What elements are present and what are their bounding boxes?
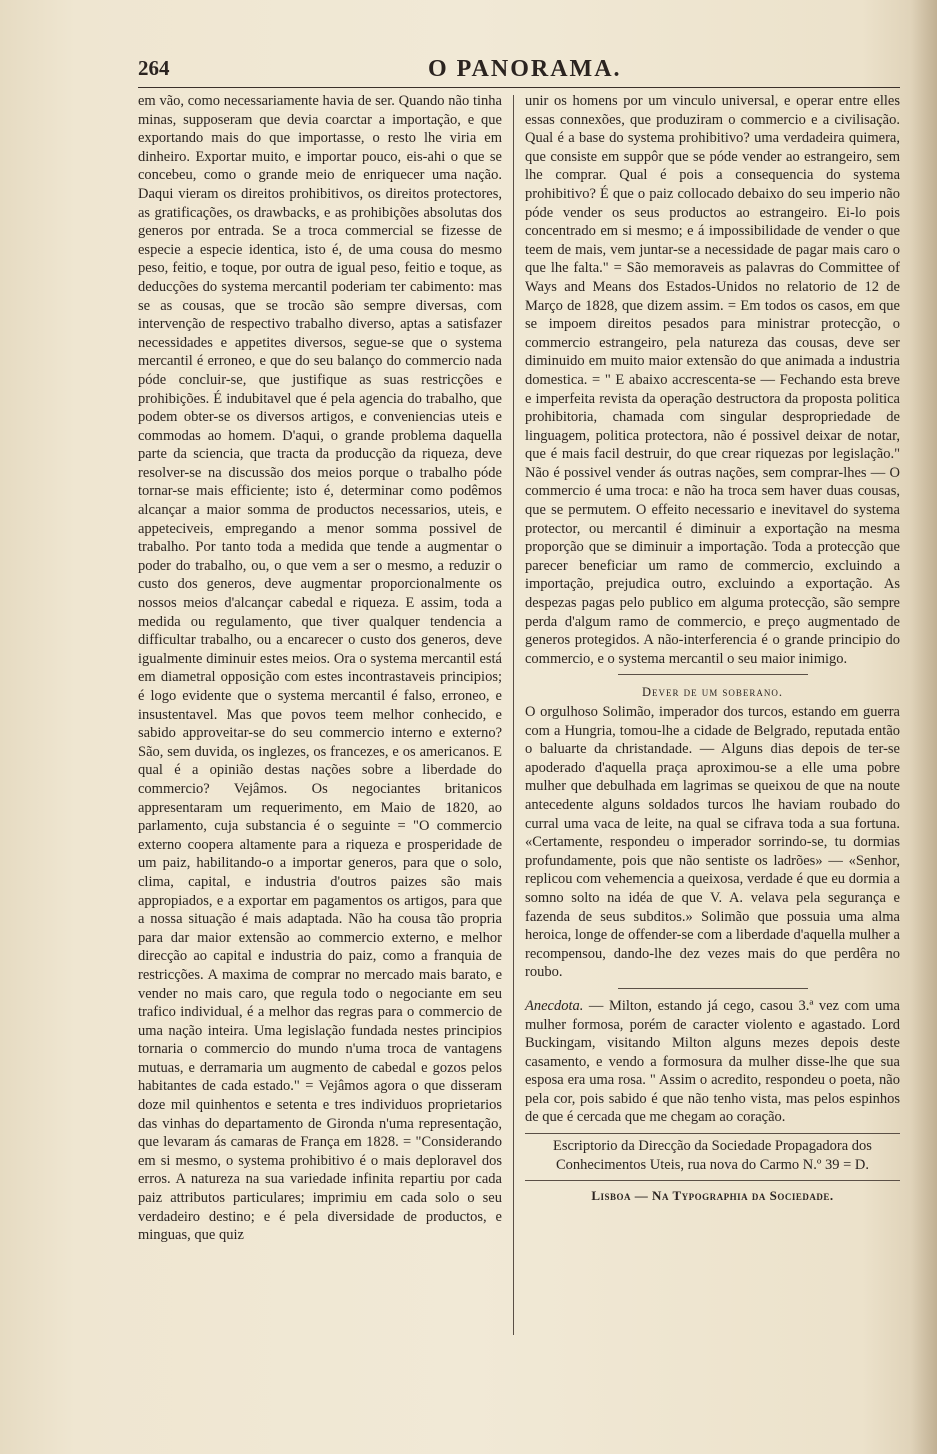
running-title: O PANORAMA. <box>428 56 622 82</box>
colophon: Escriptorio da Direcção da Sociedade Propagadora dos Conhecimentos Uteis, rua nova do Carmo N.º 39 = D. <box>525 1133 900 1174</box>
page-spine-shadow <box>911 0 937 1454</box>
page-header <box>138 56 900 90</box>
left-column <box>138 92 502 1245</box>
section-title: Dever de um soberano. <box>641 685 784 700</box>
anecdote-paragraph <box>525 997 900 1127</box>
page-number: 264 <box>138 56 170 80</box>
right-column-text: unir os homens por um vinculo universal, e operar entre elles essas connexões, que produziram o commercio e a civilisação. Qual é a base do systema prohibitivo? uma verdadeira quimera, que consiste em suppôr que se póde vender ao estrangeiro, sem lhe comprar. Qual é pois a consequencia do systema prohibitivo? É que o paiz collocado debaixo do seu imperio não póde vender os seus productos ao estrangeiro. Ei-lo pois concentrado em si mesmo; e á impossibilidade de vender o que teem de mais, vem juntar-se a necessidade de pagar mais caro o que lhe falta." = São memoraveis as palavras do Committee of Ways and Means dos Estados-Unidos no relatorio de 12 de Março de 1828, que dizem assim. = Em todos os casos, em que se impoem direitos pesados para ministrar protecção, o commercio estrangeiro, pela natureza das cousas, deve ser diminuido em muito maior extensão do que animada a industria domestica. = " E abaixo accrescenta-se — Fechando esta breve e imperfeita revista da operação destructora da proposta politica prohibitoria, chamada com singular despropriedade de linguagem, politica protectora, não é possivel deixar de notar, que é mais facil destruir, do que crear riquezas por legislação." Não é possivel vender ás outras nações, sem comprar-lhes — O commercio é uma troca: e não ha troca sem haver duas cousas, que se permutem. O effeito necessario e inevitavel do systema protector, ou mercantil é diminuir a exportação na mesma proporção que se diminuir a importação. Toda a protecção que parecer beneficiar um ramo de commercio, excluindo a importação, prejudica outro, excluindo a exportação. As despezas pagas pelo publico em alguma protecção, são sempre perda d'algum ramo de commercio, e preço augmentado de generos protegidos. A não-interferencia é o grande principio do commercio, e o systema mercantil o seu maior inimigo. <box>525 93 900 667</box>
header-rule <box>138 87 900 88</box>
left-column-text: em vão, como necessariamente havia de ser. Quando não tinha minas, supposeram que devia coarctar a importação, e que exportando mais do que importasse, o resto lhe viria em dinheiro. Exportar muito, e importar pouco, eis-ahi o que se concebeu, como o grande meio de enriquecer uma nação. Daqui vieram os direitos prohibitivos, os direitos protectores, as gratificações, os drawbacks, e as prohibições absolutas dos generos por entrada. Se a troca commercial se fizesse de especie a especie identica, isto é, de uma cousa do mesmo peso, feitio, e toque, por outra de igual peso, feitio e toque, as deducções do systema mercantil poderiam ter cabimento: mas se as cousas, que se trocão são sempre diversas, com intervenção de respectivo trabalho diverso, aptas a satisfazer necessidades e appetites diversos, segue-se que o systema mercantil é erroneo, e que do seu balanço do commercio nada póde concluir-se, que justifique as suas restricções e prohibições. É indubitavel que é pela agencia do trabalho, que podem obter-se os diversos artigos, e conveniencias uteis e commodas ao homem. D'aqui, o grande problema daquella parte da sciencia, que tracta da producção da riqueza, deve resolver-se na discussão dos meios porque o trabalho póde tornar-se mais efficiente; isto é, determinar como podêmos alcançar a maior somma de productos necessarios, uteis, e appeteciveis, empregando a menor somma possivel de trabalho. Por tanto toda a medida que tende a augmentar o poder do trabalho, ou, o que vem a ser o mesmo, a reduzir o custo dos generos, deve augmentar proporcionalmente os nossos meios d'alcançar cabedal e riqueza. E assim, toda a medida ou regulamento, que tiver qualquer tendencia a difficultar trabalho, ou a encarecer o custo dos generos, deve igualmente diminuir estes meios. Ora o systema mercantil está em diametral opposição com estes incontrastaveis principios; é logo evidente que o systema mercantil é falso, erroneo, e insustentavel. Mas que povos teem melhor conhecido, e sabido approveitar-se do seu commercio interno e externo? São, sem duvida, os inglezes, os francezes, e os americanos. E qual é a opinião destas nações sobre a liberdade do commercio? Vejâmos. Os negociantes britanicos appresentaram um requerimento, em Maio de 1820, ao parlamento, cuja substancia é o seguinte = "O commercio externo coopera altamente para a riqueza e prosperidade de um paiz, habilitando-o a importar generos, para que o solo, clima, capital, e industria d'outros paizes são mais appropiados, e a exportar em pagamentos os artigos, para que a nossa situação é mais adaptada. Não ha cousa tão propria para dar maior extensão ao commercio externo, e melhor direcção ao capital e industria do paiz, como a franquia de restricções. A maxima de comprar no mercado mais barato, e vender no mais caro, que regula todo o negociante em seu trafico individual, é a melhor das regras para o commercio de uma nação inteira. Uma legislação fundada nestes principios tornaria o commercio do mundo n'uma troca de vantagens mutuas, e derramaria um augmento de cabedal e gozos pelos habitantes de cada estado." = Vejâmos agora o que disseram doze mil quinhentos e setenta e tres individuos proprietarios das vinhas do departamento de Gironda n'uma representação, que levaram ás camaras de França em 1828. = "Considerando em si mesmo, o systema prohibitivo é o mais deploravel dos erros. A natureza na sua variedade infinita repartiu por cada paiz attributos particulares; imprimiu em cada solo o seu verdadeiro destino; e é pela diversidade de productos, e minguas, que quiz <box>138 93 502 1244</box>
column-divider <box>513 95 514 1335</box>
section-text: O orgulhoso Solimão, imperador dos turcos, estando em guerra com a Hungria, tomou-lhe a cidade de Belgrado, reputada então o baluarte da christandade. — Alguns dias depois de ter-se apoderado d'aquella praça aproximou-se a elle uma pobre mulher que debulhada em lagrimas se queixou de que na noute antecedente alguns soldados turcos lhe haviam roubado do curral uma vaca de leite, na qual se cifrava toda a sua fortuna. «Certamente, respondeu o imperador sorrindo-se, tu dormias profundamente, pois que não sentiste os ladrões» — «Senhor, replicou com vehemencia a queixosa, verdade é que eu dormia a somno solto na idéa de que V. A. velava pela segurança e fazenda de seus subditos.» Solimão que possuia uma alma heroica, longe de offender-se com a liberdade d'aquella mulher a recompensou, dando-lhe dez vezes mais do que perdêra no roubo. <box>525 704 900 981</box>
anecdote-divider <box>618 988 808 989</box>
imprint: Lisboa — Na Typographia da Sociedade. <box>525 1180 900 1206</box>
section-divider <box>618 674 808 675</box>
right-column <box>525 92 900 1206</box>
anecdote-label: Anecdota. <box>525 997 584 1014</box>
anecdote-text: — Milton, estando já cego, casou 3.ª vez com uma mulher formosa, porém de caracter violento e agastado. Lord Buckingam, visitando Milton alguns mezes depois deste casamento, e vendo a formosura da mulher disse-lhe que sua esposa era uma rosa. " Assim o acredito, respondeu o poeta, não pela cor, pois sabido é que não tenho vista, mas pelos espinhos de que é cercada que me chegam ao coração. <box>525 997 900 1126</box>
